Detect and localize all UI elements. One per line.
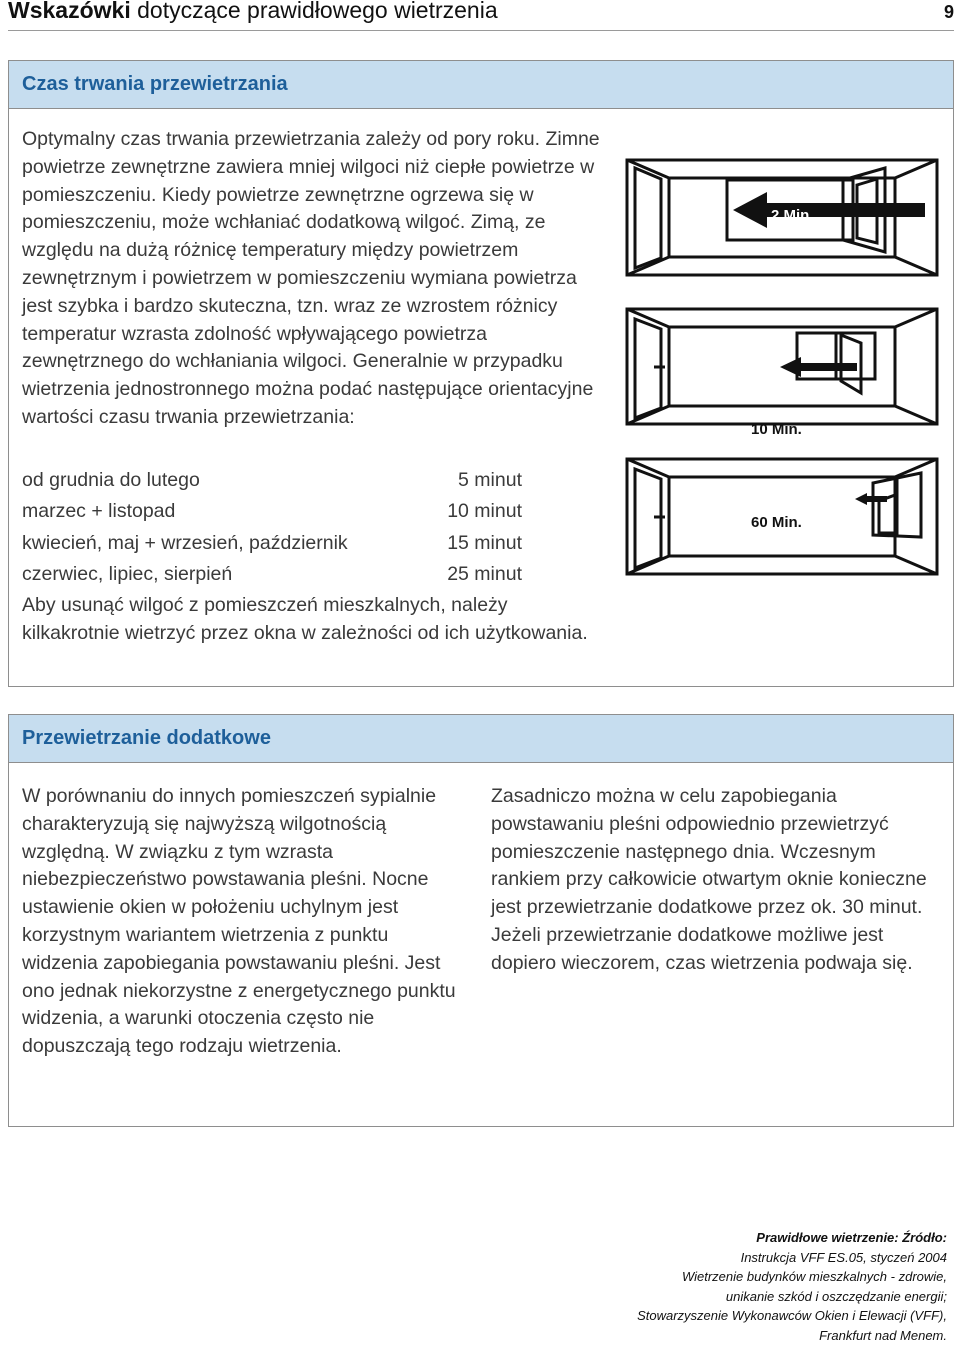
duration-row [22, 559, 522, 590]
duration-row [22, 465, 522, 496]
duration-period: od grudnia do lutego [22, 469, 200, 491]
source-line: Wietrzenie budynków mieszkalnych - zdrowie, [681, 1269, 947, 1285]
section-additional-ventilation [8, 714, 954, 1127]
room-illustration-half-open [625, 307, 939, 438]
duration-label: 60 Min. [751, 514, 802, 531]
section-heading: Przewietrzanie dodatkowe [9, 715, 953, 763]
page-title [8, 0, 498, 24]
page-title-bold: Wskazówki [8, 0, 131, 23]
duration-label: 2 Min. [771, 207, 814, 224]
duration-row [22, 496, 522, 527]
duration-value: 10 minut [447, 500, 522, 523]
left-column-text: W porównaniu do innych pomieszczeń sypialnie charakteryzują się najwyższą wilgotnością względną. W związku z tym wzrasta niebezpieczeństwo powstawania pleśni. Nocne ustawienie okien w położeniu uchylnym jest korzystnym wariantem wietrzenia z punktu widzenia zapobiegania powstawaniu pleśni. Jest ono jednak niekorzystne z energetycznego punktu widzenia, a warunki otoczenia często nie dopuszczają tego rodzaju wietrzenia. [22, 785, 456, 1058]
section-ventilation-duration [8, 60, 954, 687]
right-column-text: Zasadniczo można w celu zapobiegania powstawaniu pleśni odpowiednio przewietrzyć pomieszczenie następnego dnia. Wczesnym rankiem przy całkowicie otwartym oknie konieczne jest przewietrzanie dodatkowe przez ok. 30 minut. Jeżeli przewietrzanie dodatkowe możliwe jest dopiero wieczorem, czas wietrzenia podwaja się. [491, 785, 927, 974]
page-title-rest: dotyczące prawidłowego wietrzenia [130, 0, 498, 23]
duration-period: kwiecień, maj + wrzesień, październik [22, 531, 348, 554]
source-line: Instrukcja VFF ES.05, styczeń 2004 [740, 1249, 947, 1265]
source-note [567, 1228, 947, 1346]
section-heading: Czas trwania przewietrzania [9, 61, 953, 109]
source-line: Frankfurt nad Menem. [819, 1327, 947, 1343]
source-title: Prawidłowe wietrzenie: Źródło: [756, 1230, 947, 1245]
duration-row [22, 528, 522, 559]
duration-value: 15 minut [447, 531, 522, 554]
duration-value: 5 minut [458, 469, 522, 491]
section-intro-text: Optymalny czas trwania przewietrzania zależy od pory roku. Zimne powietrze zewnętrzne zawiera mniej wilgoci niż ciepłe powietrze w pomieszczeniu. Kiedy powietrze zewnętrzne ogrzewa się w pomieszczeniu, może wchłaniać dodatkową wilgoć. Zimą, ze względu na dużą różnicę temperatury między powietrzem zewnętrznym i powietrzem w pomieszczeniu wymiana powietrza jest szybka i bardzo skuteczna, tzn. wraz ze wzrostem różnicy temperatur wzrasta zdolność wpływającego powietrza zewnętrznego do wchłaniania wilgoci. Generalnie w przypadku wietrzenia jednostronnego można podać następujące orientacyjne wartości czasu trwania przewietrzania: [22, 128, 600, 428]
duration-period: czerwiec, lipiec, sierpień [22, 562, 233, 585]
room-illustration-fully-open [625, 158, 939, 277]
duration-label: 10 Min. [751, 421, 802, 438]
duration-table [22, 465, 522, 590]
duration-period: marzec + listopad [22, 500, 176, 523]
room-illustration-tilted [625, 457, 939, 576]
page-number: 9 [943, 2, 954, 22]
page-header [8, 0, 954, 31]
source-line: unikanie szkód i oszczędzanie energii; [725, 1288, 947, 1304]
section-closing-text: Aby usunąć wilgoć z pomieszczeń mieszkalnych, należy kilkakrotnie wietrzyć przez okna w zależności od ich użytkowania. [22, 594, 588, 644]
source-line: Stowarzyszenie Wykonawców Okien i Elewacji (VFF), [637, 1308, 947, 1324]
duration-value: 25 minut [447, 562, 522, 585]
